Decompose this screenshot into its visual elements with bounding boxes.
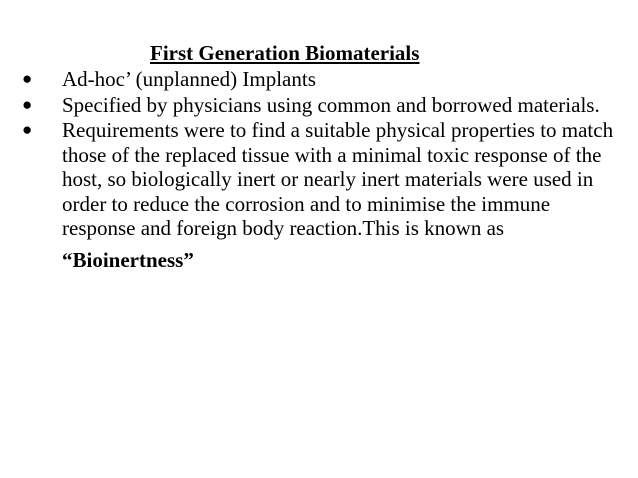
- bullet-item: [20, 93, 620, 118]
- bullet-item: [20, 67, 620, 92]
- bullet-item: [20, 118, 620, 272]
- bullet-text: Ad-hoc’ (unplanned) Implants: [62, 67, 316, 91]
- bullet-text: Specified by physicians using common and borrowed materials.: [62, 92, 600, 117]
- bullet-dot-icon: ●: [22, 120, 33, 139]
- bullet-text: Requirements were to find a suitable physical properties to match those of the replaced tissue with a minimal toxic response of the host, so biologically inert or nearly inert materials were used in order to reduce the corrosion and to minimise the immune response and foreign body reaction.This is known as: [62, 118, 614, 240]
- bioinertness-term: “Bioinertness”: [62, 247, 194, 272]
- bullet-list: [20, 67, 620, 273]
- slide-title: First Generation Biomaterials: [150, 41, 420, 65]
- bullet-dot-icon: ●: [22, 69, 33, 88]
- bullet-dot-icon: ●: [22, 94, 33, 114]
